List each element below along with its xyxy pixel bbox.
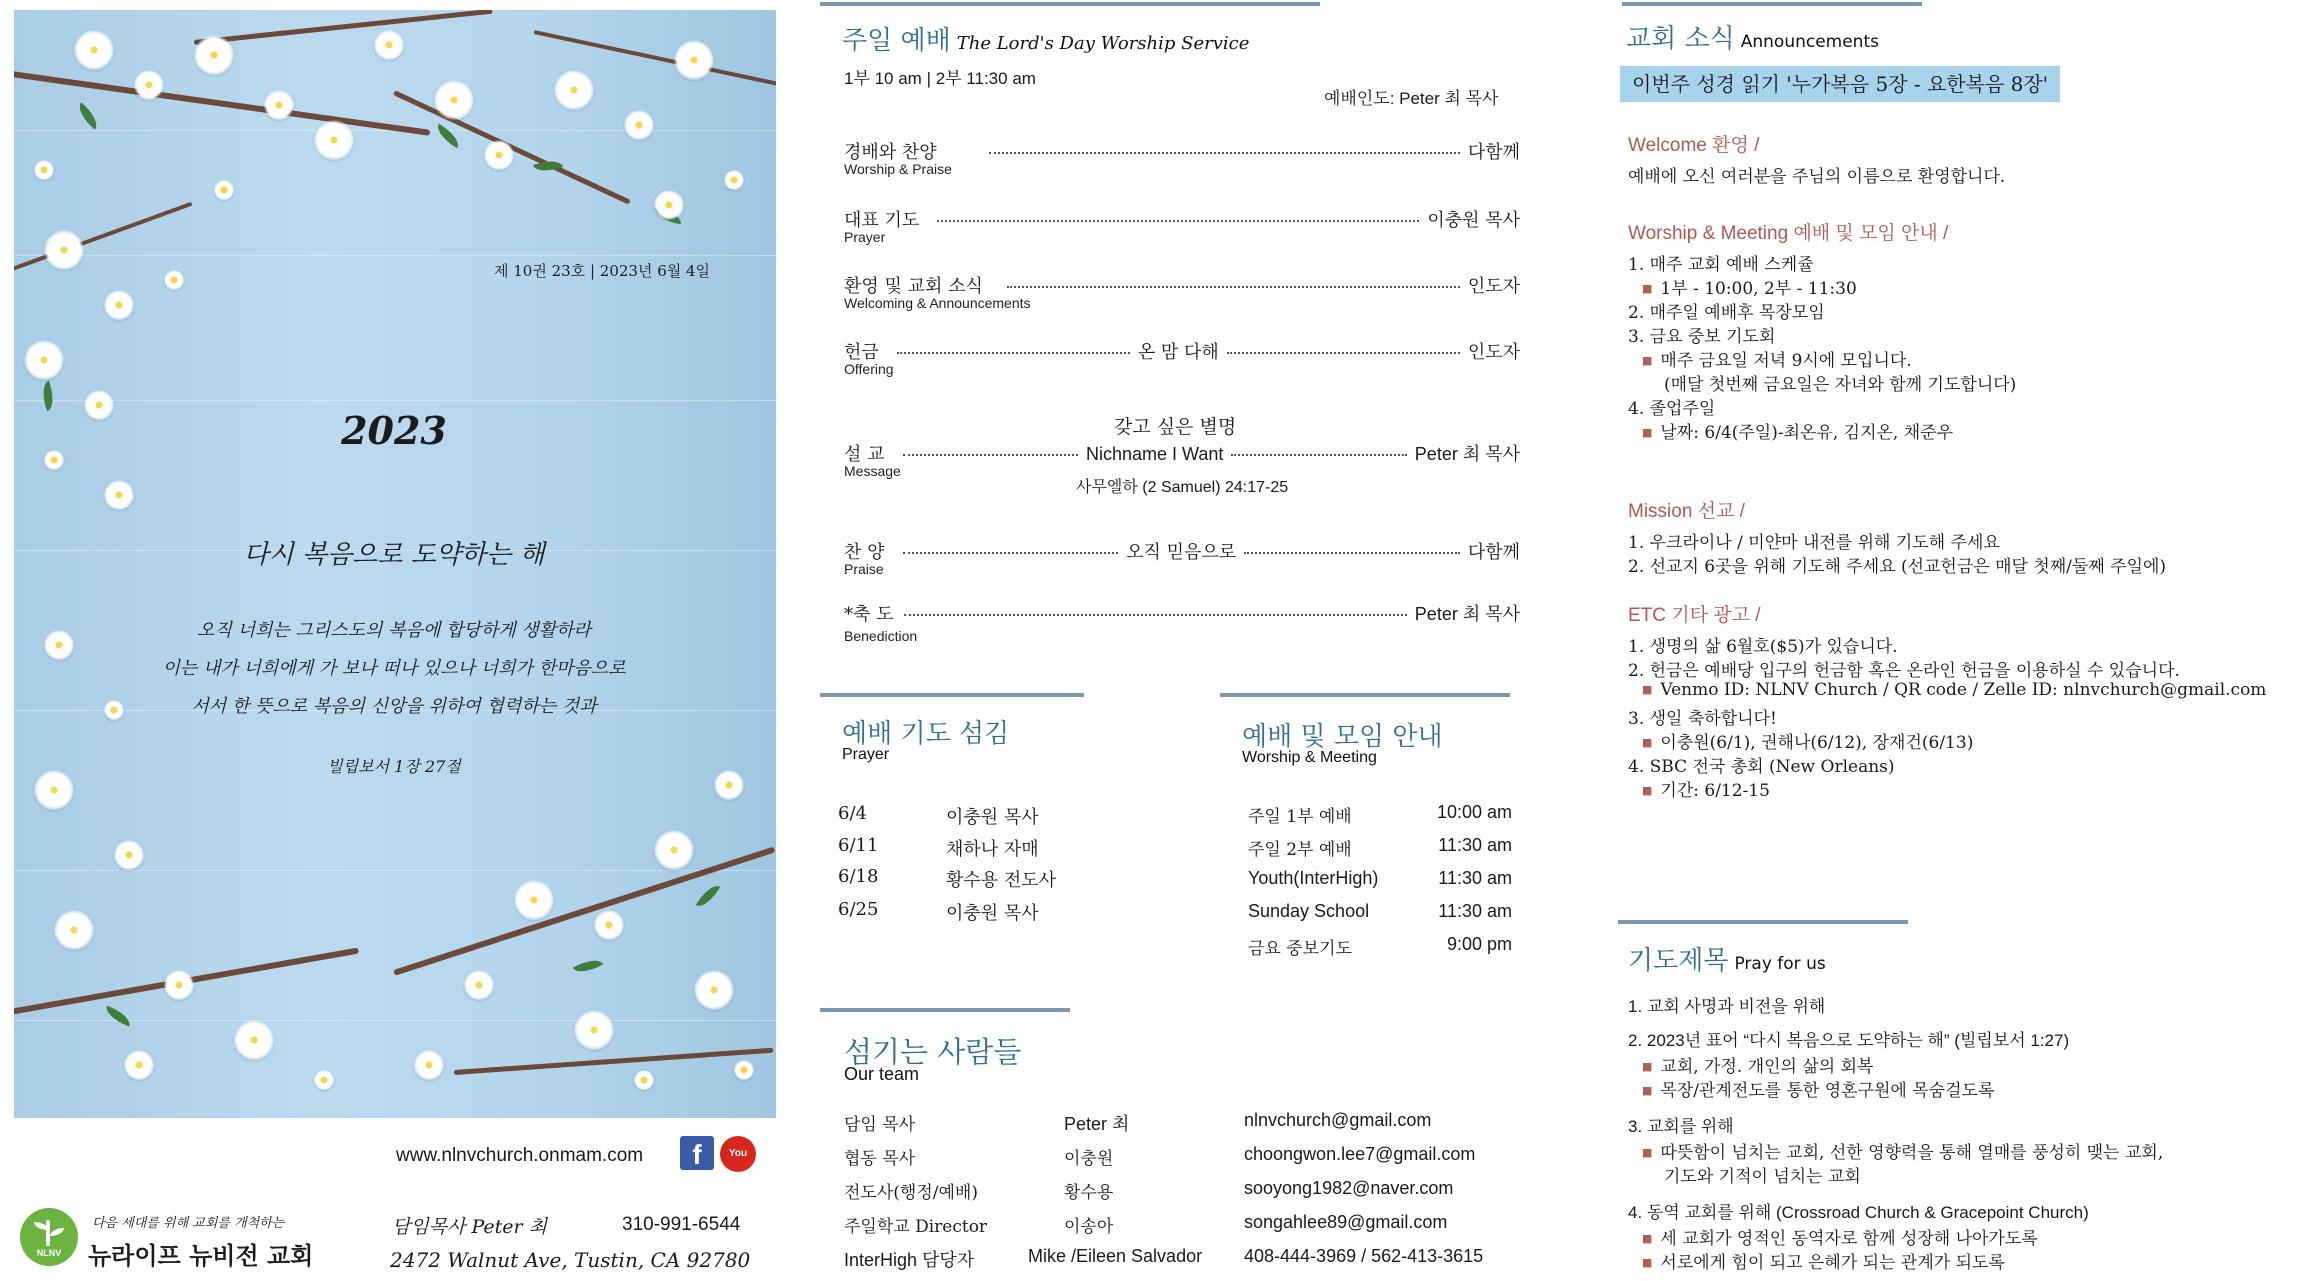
prayer-topic-line: ■ 세 교회가 영적인 동역자로 함께 성장해 나아가도록	[1642, 1224, 2038, 1249]
announcement-line: 4. SBC 전국 총회 (New Orleans)	[1628, 757, 1895, 777]
meeting-time: 10:00 am	[1436, 802, 1512, 822]
team-name: 황수용	[1064, 1183, 1114, 1203]
announcement-heading: Mission 선교 /	[1628, 501, 1745, 522]
prayer-name: 이충원 목사	[946, 903, 1039, 924]
team-name: Mike /Eileen Salvador	[1028, 1246, 1203, 1266]
meeting-time: 11:30 am	[1438, 868, 1512, 888]
prayer-topic-line: ■ 서로에게 힘이 되고 은혜가 되는 관계가 되도록	[1642, 1248, 2005, 1273]
order-item-en: Welcoming & Announcements	[844, 295, 1031, 311]
meeting-name: Youth(InterHigh)	[1248, 868, 1379, 888]
prayer-topics-title-en: Pray for us	[1734, 954, 1826, 974]
order-item-who: 이충원 목사	[1427, 210, 1520, 231]
order-item-en: Worship & Praise	[844, 161, 952, 177]
worship-title-en: The Lord's Day Worship Service	[956, 33, 1250, 54]
worship-leader: 예배인도: Peter 최 목사	[1324, 89, 1499, 108]
cover-verse-line: 서서 한 뜻으로 복음의 신앙을 위하여 협력하는 것과	[191, 696, 597, 717]
prayer-serve-title: 예배 기도 섬김	[842, 719, 1010, 749]
prayer-topics-title-ko: 기도제목	[1628, 946, 1729, 976]
team-role: 협동 목사	[844, 1149, 916, 1169]
order-item-ko: 찬 양	[844, 542, 885, 563]
order-item-who: 다함께	[1467, 542, 1521, 563]
announcement-line: 2. 헌금은 예배당 입구의 헌금함 혹은 온라인 헌금을 이용하실 수 있습니다.	[1628, 661, 2180, 681]
meeting-time: 11:30 am	[1438, 901, 1512, 921]
team-role: 주일학교 Director	[844, 1217, 988, 1237]
team-name: 이충원	[1064, 1149, 1114, 1169]
prayer-topic-line: ■ 따뜻함이 넘치는 교회, 선한 영향력을 통해 열매를 풍성히 맺는 교회,	[1642, 1138, 2163, 1163]
team-role: 전도사(행정/예배)	[844, 1183, 978, 1203]
cover-verse-line: 이는 내가 너희에게 가 보나 떠나 있으나 너희가 한마음으로	[162, 658, 626, 679]
order-item-en: Benediction	[844, 628, 918, 644]
logo-leaf-icon	[50, 1228, 64, 1236]
announcement-line: ■ Venmo ID: NLNV Church / QR code / Zelle ID: nlnvchurch@gmail.com	[1642, 680, 2266, 700]
section-bar	[820, 2, 1320, 6]
youtube-icon[interactable]	[720, 1136, 756, 1195]
sermon-scripture: 사무엘하 (2 Samuel) 24:17-25	[1076, 479, 1289, 496]
worship-title-ko: 주일 예배	[842, 26, 951, 56]
announcement-heading: Worship & Meeting 예배 및 모임 안내 /	[1628, 223, 1949, 244]
announcement-line: ■ 날짜: 6/4(주일)-최온유, 김지온, 채준우	[1642, 418, 1953, 443]
logo-mark-text: NLNV	[36, 1248, 62, 1258]
website-url[interactable]: www.nlnvchurch.onmam.com	[396, 1145, 644, 1166]
prayer-topic-line: 기도와 기적이 넘치는 교회	[1664, 1167, 1861, 1187]
cover-theme: 다시 복음으로 도약하는 해	[243, 540, 545, 570]
sermon-title-en: Nichname I Want	[1085, 444, 1224, 464]
announcements-title-ko: 교회 소식	[1626, 24, 1735, 54]
order-item-who: 인도자	[1467, 276, 1520, 297]
prayer-topic-line: 4. 동역 교회를 위해 (Crossroad Church & Gracepoint Church)	[1628, 1203, 2089, 1222]
announcement-line: 3. 금요 중보 기도회	[1628, 327, 1776, 347]
announcement-line: 1. 생명의 삶 6월호($5)가 있습니다.	[1628, 637, 1898, 657]
team-role: 담임 목사	[844, 1115, 916, 1135]
prayer-topic-line: ■ 목장/관계전도를 통한 영혼구원에 목숨걸도록	[1642, 1076, 1994, 1101]
order-item-en: Message	[844, 463, 901, 479]
facebook-glyph: f	[692, 1139, 702, 1170]
sermon-title-ko: 갖고 싶은 별명	[1114, 416, 1237, 438]
announcement-line: 2. 매주일 예배후 목장모임	[1628, 303, 1825, 323]
announcement-line: 예배에 오신 여러분을 주님의 이름으로 환영합니다.	[1628, 167, 2006, 187]
order-item-ko: 설 교	[844, 444, 885, 465]
announcement-line: 2. 선교지 6곳을 위해 기도해 주세요 (선교헌금은 매달 첫째/둘째 주일에)	[1628, 557, 2167, 577]
announcement-line: 4. 졸업주일	[1628, 399, 1716, 419]
announcement-line: ■ 1부 - 10:00, 2부 - 11:30	[1642, 274, 1857, 299]
facebook-icon[interactable]	[680, 1136, 714, 1170]
cover-year: 2023	[341, 408, 447, 453]
team-contact[interactable]: sooyong1982@naver.com	[1244, 1178, 1454, 1198]
order-item-ko: 대표 기도	[844, 210, 920, 231]
order-item-ko: 헌금	[844, 342, 879, 363]
order-item-en: Offering	[844, 361, 894, 377]
bible-reading-highlight: 이번주 성경 읽기 '누가복음 5장 - 요한복음 8장'	[1620, 66, 2060, 102]
prayer-topics-title	[1628, 940, 1826, 977]
church-name: 뉴라이프 뉴비전 교회	[88, 1241, 314, 1270]
team-subtitle: Our team	[844, 1064, 920, 1084]
announcement-heading: ETC 기타 광고 /	[1628, 605, 1761, 626]
worship-title	[842, 20, 1249, 57]
prayer-date: 6/18	[838, 866, 879, 887]
order-item-en: Praise	[844, 561, 884, 577]
order-item	[844, 206, 1520, 232]
section-bar	[820, 693, 1084, 697]
prayer-date: 6/25	[838, 899, 879, 920]
announcements-title	[1626, 18, 1879, 55]
order-item-who: Peter 최 목사	[1414, 444, 1520, 464]
announcement-line: ■ 기간: 6/12-15	[1642, 776, 1770, 801]
team-name: Peter 최	[1064, 1114, 1130, 1134]
order-item	[844, 440, 1520, 466]
meetings-subtitle: Worship & Meeting	[1242, 749, 1377, 766]
cover-verse-ref: 빌립보서 1장 27절	[327, 757, 461, 776]
prayer-topic-line: 2. 2023년 표어 “다시 복음으로 도약하는 해” (빌립보서 1:27)	[1628, 1031, 2070, 1050]
section-bar	[1220, 693, 1510, 697]
cover-image	[14, 10, 776, 1118]
order-item-who: 다함께	[1467, 142, 1520, 163]
announcement-heading: Welcome 환영 /	[1628, 135, 1760, 156]
team-contact[interactable]: songahlee89@gmail.com	[1244, 1212, 1448, 1232]
order-item-ko: *축 도	[844, 604, 894, 625]
service-times: 1부 10 am | 2부 11:30 am	[844, 69, 1036, 88]
prayer-name: 황수용 전도사	[946, 870, 1057, 891]
prayer-topic-line: ■ 교회, 가정. 개인의 삶의 회복	[1642, 1052, 1873, 1077]
section-bar	[1618, 920, 1908, 924]
team-contact[interactable]: 408-444-3969 / 562-413-3615	[1244, 1246, 1484, 1266]
prayer-name: 채하나 자매	[946, 839, 1039, 860]
meetings-title: 예배 및 모임 안내	[1242, 722, 1443, 752]
meeting-name: 주일 2부 예배	[1248, 840, 1352, 860]
prayer-date: 6/4	[838, 803, 867, 824]
prayer-name: 이충원 목사	[946, 807, 1039, 828]
announcement-line: 1. 우크라이나 / 미얀마 내전를 위해 기도해 주세요	[1628, 533, 2000, 553]
prayer-topic-line: 1. 교회 사명과 비전을 위해	[1628, 997, 1826, 1016]
order-item-ko: 환영 및 교회 소식	[844, 276, 983, 297]
prayer-serve-subtitle: Prayer	[842, 746, 890, 763]
team-role: InterHigh 담당자	[844, 1250, 975, 1270]
order-item-mid: 오직 믿음으로	[1126, 542, 1237, 563]
phone-number[interactable]: 310-991-6544	[622, 1214, 741, 1235]
team-title: 섬기는 사람들	[844, 1035, 1022, 1069]
meeting-time: 9:00 pm	[1446, 934, 1512, 954]
order-item	[844, 600, 1520, 626]
meeting-name: 금요 중보기도	[1248, 939, 1352, 959]
announcement-line: ■ 매주 금요일 저녁 9시에 모입니다.	[1642, 346, 1912, 371]
order-item	[844, 538, 1520, 564]
youtube-glyph: You Tube	[726, 1148, 750, 1195]
order-item-who: Peter 최 목사	[1414, 604, 1520, 624]
announcement-line: 1. 매주 교회 예배 스케쥴	[1628, 255, 1814, 275]
announcement-line: (매달 첫번째 금요일은 자녀와 함께 기도합니다)	[1664, 375, 2017, 395]
order-item-who: 인도자	[1467, 342, 1521, 363]
prayer-date: 6/11	[838, 835, 879, 856]
section-bar	[820, 1008, 1070, 1012]
order-item-mid: 온 맘 다해	[1137, 342, 1219, 363]
section-bar	[1622, 2, 1922, 6]
announcement-line: ■ 이충원(6/1), 권해나(6/12), 장재건(6/13)	[1642, 728, 1973, 753]
announcements-title-en: Announcements	[1740, 32, 1879, 52]
meeting-name: 주일 1부 예배	[1248, 807, 1352, 827]
team-contact[interactable]: choongwon.lee7@gmail.com	[1244, 1144, 1476, 1164]
pastor-label: 담임목사 Peter 최	[392, 1216, 547, 1238]
logo-tagline: 다음 세대를 위해 교회를 개척하는	[92, 1216, 285, 1231]
address: 2472 Walnut Ave, Tustin, CA 92780	[390, 1248, 751, 1272]
logo-sprout-icon	[46, 1220, 50, 1246]
announcement-line: 3. 생일 축하합니다!	[1628, 709, 1777, 729]
order-item-en: Prayer	[844, 229, 886, 245]
church-logo	[20, 1208, 78, 1266]
issue-label: 제 10권 23호 | 2023년 6월 4일	[494, 262, 711, 280]
prayer-topic-line: 3. 교회를 위해	[1628, 1117, 1734, 1136]
meeting-name: Sunday School	[1248, 901, 1370, 921]
meeting-time: 11:30 am	[1438, 835, 1512, 855]
order-item	[844, 338, 1520, 364]
team-contact[interactable]: nlnvchurch@gmail.com	[1244, 1110, 1432, 1130]
cover-verse-line: 오직 너희는 그리스도의 복음에 합당하게 생활하라	[197, 620, 591, 641]
team-name: 이송아	[1064, 1217, 1114, 1237]
order-item-ko: 경배와 찬양	[844, 142, 937, 163]
